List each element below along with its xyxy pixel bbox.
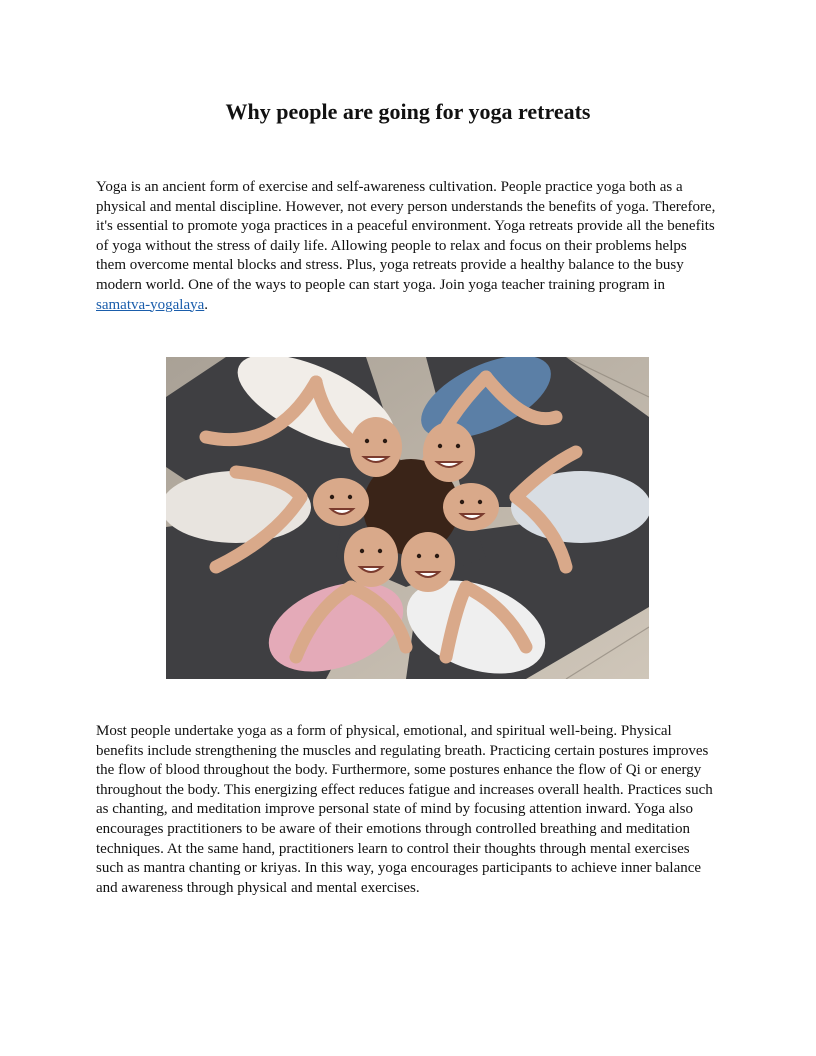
yoga-group-photo: [166, 357, 649, 679]
intro-paragraph: [96, 178, 720, 315]
page-title: Why people are going for yoga retreats: [225, 99, 591, 124]
intro-period: .: [204, 296, 209, 313]
intro-text: Yoga is an ancient form of exercise and self-awareness cultivation. People practice yoga both as a physical and mental discipline. However, not every person understands the benefits of yoga. Therefore, it's essential to promote yoga practices in a peaceful environment. Yoga retreats provide all the benefits of yoga without the stress of daily life. Allowing people to relax and focus on their problems helps them overcome mental blocks and stress. Plus, yoga retreats provide a healthy balance to the busy modern world. One of the ways to people can start yoga. Join yoga teacher training program in: [96, 179, 716, 293]
samatva-yogalaya-link[interactable]: samatva-yogalaya: [96, 296, 205, 313]
benefits-paragraph: Most people undertake yoga as a form of physical, emotional, and spiritual well-being. Physical benefits include strengthening the muscles and regulating breath. Practicing certain postures improves the flow of blood throughout the body. Furthermore, some postures enhance the flow of Qi or energy throughout the body. This energizing effect reduces fatigue and increases overall health. Practices such as chanting, and meditation improve personal state of mind by focusing attention inward. Yoga also encourages practitioners to be aware of their emotions through controlled breathing and meditation techniques. At the same hand, practitioners learn to control their thoughts through mental exercises such as mantra chanting or kriyas. In this way, yoga encourages participants to achieve inner balance and awareness through physical and mental exercises.: [96, 723, 713, 896]
